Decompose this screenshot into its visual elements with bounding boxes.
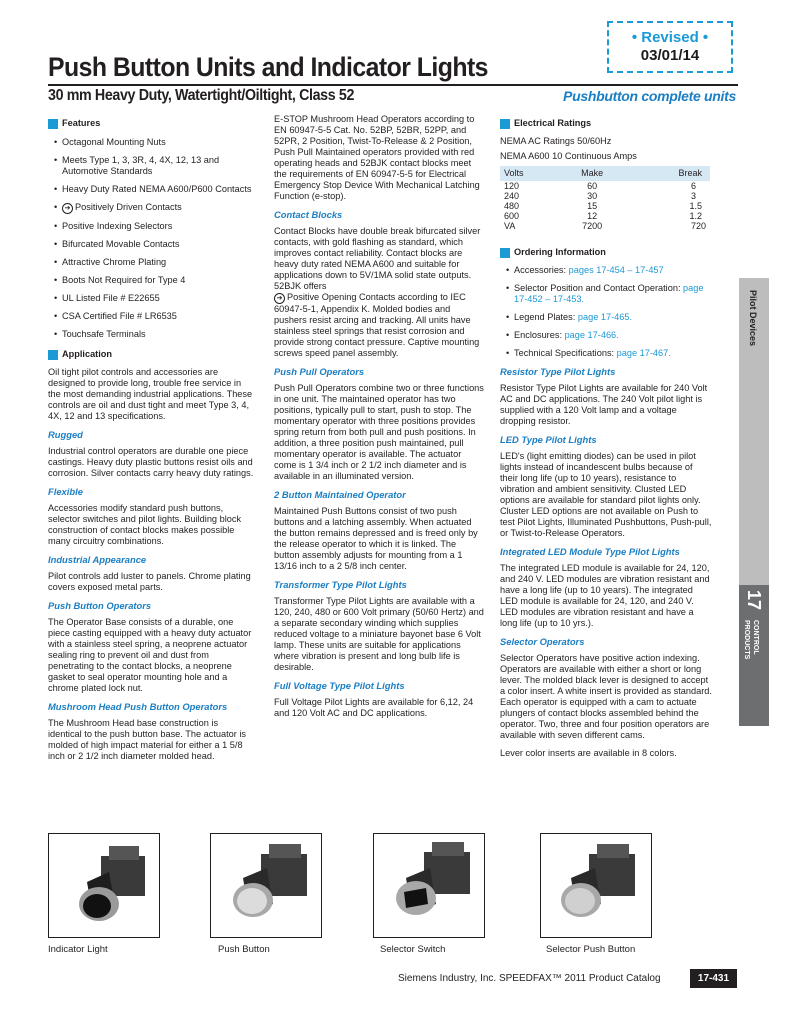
mushroom-heading: Mushroom Head Push Button Operators [48, 701, 228, 712]
list-item: • Octagonal Mounting Nuts [48, 137, 254, 148]
list-item: • ➔ Positively Driven Contacts [48, 202, 254, 214]
selector-switch-product-icon [373, 833, 485, 938]
indicator-light-product-icon [48, 833, 160, 938]
two-button-text: Maintained Push Buttons consist of two push buttons and a latching assembly. When actuated the button remains depressed and is freed only by the release operator to which it is linked. The button assembly adjusts for mounting from a 1 13/16 inch to a 2 5/8 inch center. [274, 506, 478, 571]
estop-text: E-STOP Mushroom Head Operators according to EN 60947-5-5 Cat. No. 52BP, 52BR, 52PP, and 52PR, 2 Position, Twist-To-Release & 2 Position, Push Pull Maintained operators provided with red operating heads and 52BJK contact blocks meet the requirements of EN 60947-5-5 for Electrical Emergency Stop Device With Mechanical Latching Function (e-stop). [274, 114, 480, 201]
photo-caption: Selector Switch [380, 944, 446, 955]
photo-caption: Indicator Light [48, 944, 108, 955]
led-heading: LED Type Pilot Lights [500, 434, 597, 445]
application-text: Oil tight pilot controls and accessories are designed to provide long, trouble free service in the most demanding industrial applications. These controls are oil and dust tight and meet Type 3, 4, 4X, 12 and 13 specifications. [48, 367, 253, 421]
electrical-line-2: NEMA A600 10 Continuous Amps [500, 151, 637, 161]
page-link[interactable]: page 17-452 – 17-453. [514, 283, 704, 304]
two-button-heading: 2 Button Maintained Operator [274, 489, 406, 500]
selector-push-button-product-icon [540, 833, 652, 938]
push-pull-text: Push Pull Operators combine two or three functions in one unit. The maintained operator has two positions, typically pull to start, push to stop. The momentary operator with three positions provides spring return from both pull and push positions. In addition, a three position push maintained, pull momentary operator is available. The actuator come is 1 3/4 inch or 2 1/2 inch diameter and is available in an illuminated version. [274, 383, 484, 481]
table-header: Break [622, 166, 710, 181]
push-button-operators-heading: Push Button Operators [48, 600, 152, 611]
section-marker-icon [500, 119, 510, 129]
page-link[interactable]: page 17-465. [577, 312, 633, 322]
list-item: • Bifurcated Movable Contacts [48, 239, 254, 250]
industrial-heading: Industrial Appearance [48, 554, 147, 565]
push-button-product-icon [210, 833, 322, 938]
list-item: • Selector Position and Contact Operation: page 17-452 – 17-453. [500, 283, 712, 305]
list-item: • Touchsafe Terminals [48, 329, 254, 340]
resistor-heading: Resistor Type Pilot Lights [500, 366, 616, 377]
application-heading: Application [48, 349, 254, 360]
selector-heading: Selector Operators [500, 636, 585, 647]
positive-opening-icon: ➔ [274, 293, 285, 304]
column-3 [500, 118, 712, 766]
revised-date: 03/01/14 [640, 47, 700, 64]
page-link[interactable]: page 17-467. [616, 348, 671, 358]
features-list [48, 137, 254, 340]
mushroom-text: The Mushroom Head base construction is identical to the push button base. The actuator is molded of high impact material for either a 1 5/8 inch or 2 1/2 inch diameter molded head. [48, 718, 247, 761]
table-header: Volts [500, 166, 558, 181]
push-pull-heading: Push Pull Operators [274, 366, 365, 377]
led-text: LED's (light emitting diodes) can be used in pilot lights instead of incandescent bulbs because of their long life (up to 10 years), resistance to vibration and ambient sensitivity. Clusted LED options are available for standard pilot lights only. Cluster LED options are not available on Push to test Pilot Lights, Illuminated Pushbuttons, Push-pull, or Twist-to-Release Operators. [500, 451, 712, 538]
lever-text: Lever color inserts are available in 8 colors. [500, 748, 677, 758]
section-subtitle: Pushbutton complete units [563, 88, 736, 104]
table-row: VA 7200 720 [504, 221, 706, 231]
table-row: 600 12 1.2 [504, 211, 702, 221]
transformer-heading: Transformer Type Pilot Lights [274, 579, 407, 590]
list-item: • Legend Plates: page 17-465. [500, 312, 712, 323]
selector-text: Selector Operators have positive action indexing. Operators are available with either a short or long lever. The molded black lever is designed to accept a color insert. A white insert is provided as standard. Each operator is equipped with a cam to actuate plungers of contact blocks assembled behind the operator. Two, three and four position operators are available with seven different cams. [500, 653, 712, 740]
integrated-led-text: The integrated LED module is available for 24, 120, and 240 V. LED modules are vibration resistant and have a long life (up to 10 years). The integrated LED module is available for 24, 120, and 240 V. LED modules are vibration resistant and have a long life (up to 10 yrs.). [500, 563, 710, 628]
list-item: • Heavy Duty Rated NEMA A600/P600 Contacts [48, 184, 254, 195]
contact-blocks-text: Contact Blocks have double break bifurcated silver contacts, with gold flashing as standard, which improves contact reliability. Contact blocks are heavy duty rated NEMA A600 and suitable for applications down to 5V/1MA solid state outputs. 52BJK offers ➔ Positive Opening Contacts according to IEC 60947-5-1, Appendix K. Molded bodies and pushers resist arcing and tracking. All units have stainless steel springs that resist corrosion and provide strong contact pressure. Captive mounting screws speed panel assembly. [274, 226, 481, 358]
revised-stamp [607, 21, 733, 73]
chapter-number: 17 [744, 590, 764, 611]
column-2 [274, 114, 484, 726]
full-voltage-heading: Full Voltage Type Pilot Lights [274, 680, 405, 691]
full-voltage-text: Full Voltage Pilot Lights are available for 6,12, 24 and 120 Volt AC and DC applications. [274, 697, 474, 718]
page-number: 17-431 [690, 969, 737, 988]
ratings-table [500, 166, 710, 231]
electrical-heading: Electrical Ratings [500, 118, 712, 129]
section-marker-icon [48, 119, 58, 129]
footer-catalog: Siemens Industry, Inc. SPEEDFAX™ 2011 Product Catalog [398, 973, 661, 984]
page-title: Push Button Units and Indicator Lights [48, 52, 488, 82]
electrical-line-1: NEMA AC Ratings 50/60Hz [500, 136, 612, 146]
ordering-list [500, 265, 712, 359]
table-row: 120 60 6 [504, 181, 696, 191]
page-link[interactable]: pages 17-454 – 17-457 [568, 265, 664, 275]
integrated-led-heading: Integrated LED Module Type Pilot Lights [500, 546, 680, 557]
revised-label: • Revised • [631, 29, 709, 46]
list-item: • UL Listed File # E22655 [48, 293, 254, 304]
chapter-label: CONTROL PRODUCTS [743, 620, 759, 660]
title-rule [48, 84, 738, 86]
list-item: • Meets Type 1, 3, 3R, 4, 4X, 12, 13 and Automotive Standards [48, 155, 254, 177]
transformer-text: Transformer Type Pilot Lights are available with a 120, 240, 480 or 600 Volt primary (50/60 Hertz) and a separate secondary winding which supplies reduced voltage to a miniature bayonet base 6 Volt lamp. These units are suitable for applications where vibration is present and long bulb life is desirable. [274, 596, 484, 672]
list-item: • Technical Specifications: page 17-467. [500, 348, 712, 359]
column-1 [48, 118, 254, 769]
photo-caption: Push Button [218, 944, 270, 955]
photo-caption: Selector Push Button [546, 944, 636, 955]
rugged-text: Industrial control operators are durable one piece castings. Heavy duty plastic buttons resist oils and corrosion. Silver contacts carry heavy duty ratings. [48, 446, 254, 478]
flexible-text: Accessories modify standard push buttons, selector switches and pilot lights. Building block construction of contact blocks makes possible many circuitry combinations. [48, 503, 242, 546]
list-item: • Enclosures: page 17-466. [500, 330, 712, 341]
list-item: • CSA Certified File # LR6535 [48, 311, 254, 322]
list-item: • Accessories: pages 17-454 – 17-457 [500, 265, 712, 276]
page-link[interactable]: page 17-466. [564, 330, 619, 340]
resistor-text: Resistor Type Pilot Lights are available for 240 Volt AC and DC applications. The 240 Volt pilot light is supplied with a 120 Volt lamp and a voltage dropping resistor. [500, 383, 708, 426]
table-row: 480 15 1.5 [504, 201, 702, 211]
features-heading: Features [48, 118, 254, 129]
contact-blocks-heading: Contact Blocks [274, 209, 343, 220]
industrial-text: Pilot controls add luster to panels. Chrome plating covers exposed metal parts. [48, 571, 251, 592]
table-header-row [500, 166, 710, 181]
page-subtitle: 30 mm Heavy Duty, Watertight/Oiltight, Class 52 [48, 87, 355, 104]
sidebar-section-label: Pilot Devices [748, 290, 758, 347]
list-item: • Positive Indexing Selectors [48, 221, 254, 232]
section-marker-icon [48, 350, 58, 360]
section-marker-icon [500, 248, 510, 258]
ordering-heading: Ordering Information [500, 247, 712, 258]
list-item: • Attractive Chrome Plating [48, 257, 254, 268]
list-item: • Boots Not Required for Type 4 [48, 275, 254, 286]
rugged-heading: Rugged [48, 429, 83, 440]
table-row: 240 30 3 [504, 191, 696, 201]
flexible-heading: Flexible [48, 486, 83, 497]
push-button-operators-text: The Operator Base consists of a durable, one piece casting equipped with a heavy duty actuator with a stainless steel spring, a neoprene actuator sealing ring to prevent oil and dust from penetrating to the contact blocks, a neoprene gasket to seal operator mounting hole and a chrome plated lock nut. [48, 617, 252, 693]
positive-opening-icon: ➔ [62, 203, 73, 214]
table-header: Make [558, 166, 622, 181]
